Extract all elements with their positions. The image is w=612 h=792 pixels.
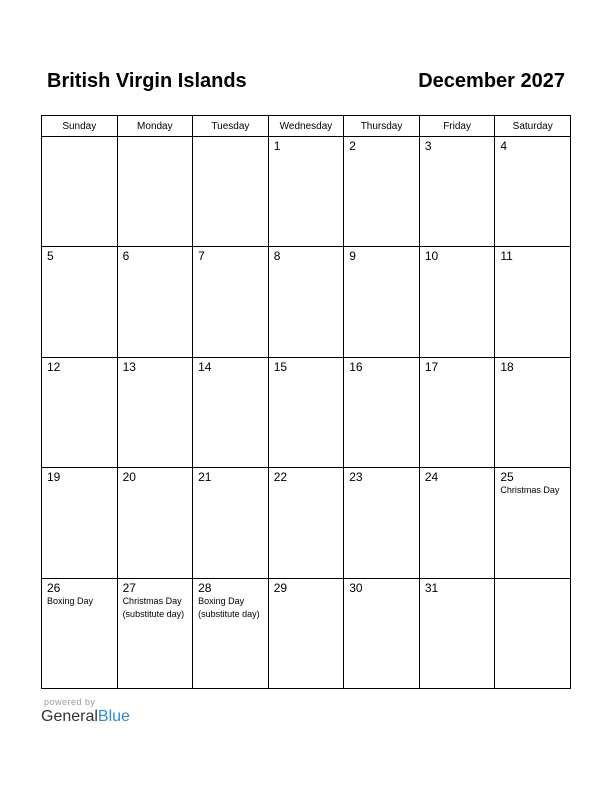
day-number: 30 [349,580,363,595]
day-number: 28 [198,580,212,595]
calendar-header [41,70,571,100]
day-cell [117,357,193,467]
day-cell [268,247,344,357]
day-number [193,137,268,140]
brand-general: General [41,708,98,725]
day-cell [495,137,571,247]
day-number: 24 [424,470,439,485]
day-number: 22 [273,470,288,485]
day-number: 21 [198,470,212,485]
day-cell [193,468,269,578]
week-row [42,357,571,467]
calendar-body [42,137,571,689]
generalblue-logo [41,708,130,726]
day-number: 16 [349,359,363,374]
day-number: 7 [198,249,205,264]
weekday-header: Tuesday [193,116,269,137]
footer-logo [41,697,130,726]
day-number: 15 [273,359,288,374]
day-cell [193,578,269,688]
day-cell [419,357,495,467]
day-cell [419,578,495,688]
day-number: 10 [424,249,439,264]
week-row [42,578,571,688]
day-number: 1 [273,139,281,153]
day-cell [419,468,495,578]
day-number: 27 [122,580,136,595]
day-cell [344,578,420,688]
weekday-header-row [42,116,571,137]
calendar-grid [41,115,571,689]
weekday-header: Wednesday [268,116,344,137]
day-cell [495,578,571,688]
weekday-header: Sunday [42,116,118,137]
day-number: 12 [47,359,61,374]
day-cell [268,137,344,247]
week-row [42,468,571,578]
day-cell [419,247,495,357]
day-number: 9 [349,249,356,264]
day-number: 13 [122,359,136,374]
day-number: 11 [500,249,513,264]
day-cell [495,357,571,467]
day-cell [268,357,344,467]
holiday-label: Boxing Day (substitute day) [198,595,260,619]
country-title: British Virgin Islands [47,70,247,92]
weekday-header: Saturday [495,116,571,137]
day-number: 29 [273,580,288,595]
day-number: 19 [47,470,61,485]
holiday-label: Boxing Day [47,595,94,606]
day-number [495,579,570,582]
day-cell [117,247,193,357]
day-cell [117,137,193,247]
day-cell [193,357,269,467]
holiday-label: Christmas Day (substitute day) [122,595,185,619]
weekday-header: Monday [117,116,193,137]
day-cell [344,247,420,357]
day-number: 18 [500,359,514,374]
weekday-header: Thursday [344,116,420,137]
weekday-header: Friday [419,116,495,137]
week-row [42,247,571,357]
holiday-label: Christmas Day [500,485,560,496]
day-number: 3 [424,139,432,153]
brand-blue: Blue [97,708,130,725]
day-cell [344,137,420,247]
day-cell [495,468,571,578]
day-number [118,137,193,140]
day-number: 23 [349,470,363,485]
day-cell [117,578,193,688]
powered-by-text: powered by [44,697,96,707]
day-number: 20 [122,470,136,485]
day-cell [344,357,420,467]
day-number: 5 [47,249,54,264]
day-number: 25 [500,470,514,485]
day-number: 17 [424,359,439,374]
month-year-title: December 2027 [418,70,565,92]
day-cell [268,578,344,688]
day-cell [419,137,495,247]
day-number: 26 [47,580,61,595]
day-cell [42,247,118,357]
day-cell [344,468,420,578]
day-cell [42,468,118,578]
day-cell [193,137,269,247]
day-number: 6 [122,249,130,264]
day-cell [495,247,571,357]
day-number: 4 [500,139,508,153]
day-number: 31 [424,580,439,595]
day-cell [42,137,118,247]
day-number: 14 [198,359,212,374]
day-number [42,137,117,140]
day-cell [42,578,118,688]
day-cell [193,247,269,357]
week-row [42,137,571,247]
day-cell [117,468,193,578]
day-number: 2 [349,139,356,153]
day-cell [268,468,344,578]
day-number: 8 [273,249,281,264]
day-cell [42,357,118,467]
